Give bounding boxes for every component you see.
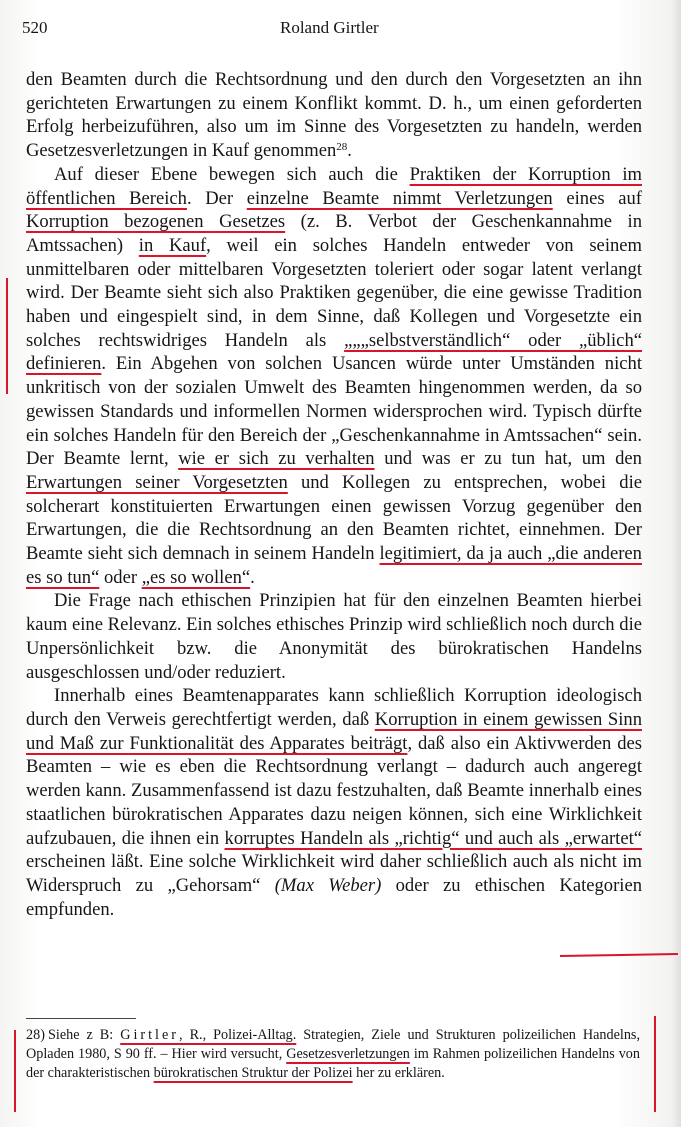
text-run: Strategien, Ziele und Strukturen polizeilichen Handelns, Opladen 1980, S 90 ff. – Hier wird versucht, [26,1027,640,1062]
underlined-highlight: wie er sich zu verhalten [178,448,375,470]
text-run: , weil ein solches Handeln entweder von seinem unmittelbaren oder mittelbaren Vorgesetzten toleriert oder sogar latent verlangt wird. Der Beamte sieht sich also Praktiken gegenüber, die eine gewisse Tradition haben und eingespielt sind, in dem Sinne, daß Kollegen und Vorgesetzte ein solches rechtswidriges Handeln als [26,234,642,351]
italic-text: (Max Weber) [274,874,382,896]
underlined-highlight: Erwartungen seiner Vorgesetzten [26,471,288,493]
footnote-annotation-line-right [654,1016,656,1112]
underlined-highlight: bürokratischen Struktur der Polizei [153,1065,353,1081]
paragraph [26,163,642,590]
text-run: , daß also ein Aktivwerden des Beamten – wie es eben die Rechtsordnung verlangt – dadurch auch angeregt werden kann. Zusammenfassend ist dazu festzuhalten, daß Beamte innerhalb eines staatlichen bürokratischen Apparates dazu neigen können, sich eine Wirklichkeit aufzubauen, die ihnen ein [26,732,642,849]
text-run: oder zu ethischen Kategorien empfunden. [26,874,643,920]
underlined-highlight: einzelne Beamte nimmt Verletzungen [246,187,553,209]
text-run: . Ein Abgehen von solchen Usancen würde unter Umständen nicht unkritisch von der sozialen Umwelt des Beamten hingenommen werden, da so gewissen Standards und informellen Normen widersprochen wird. Typisch dürfte ein solches Handeln für den Bereich der „Geschenkannahme in Amtssachen“ sein. Der Beamte lernt, [26,353,642,470]
underlined-highlight: in Kauf [138,234,207,256]
text-run: den Beamten durch die Rechtsordnung und den durch den Vorgesetzten an ihn gerichteten Erwartungen zu einem Konflikt kommt. D. h., um einen geforderten Erfolg herbeizuführen, also um im Sinne des Vorgesetzten zu handeln, werden Gesetzesverletzungen in Kauf genommen [26,69,642,162]
footnote-annotation-line-left [14,1030,16,1112]
underlined-highlight: „es so wollen“ [141,566,251,588]
footnote-reference: 28 [336,141,348,154]
paragraph [26,589,642,684]
text-run: . [347,140,352,162]
underlined-highlight: Korruption in einem gewissen Sinn und Maß zur Funktionalität des Apparates beiträgt [26,708,642,754]
text-run: Auf dieser Ebene bewegen sich auch die [54,163,410,185]
text-run: Innerhalb eines Beamtenapparates kann schließlich Korruption ideologisch durch den Verweis gerechtfertigt werden, daß [26,685,642,730]
underlined-highlight: Praktiken der Korruption im öffentlichen Bereich [26,163,642,209]
underlined-highlight: , R., Polizei-Alltag. [179,1027,297,1043]
margin-annotation-line [6,278,8,394]
underlined-highlight: korruptes Handeln als „richtig“ und auch als „erwartet“ [224,827,642,849]
underlined-highlight: Korruption bezogenen Gesetzes [26,211,286,233]
text-run: Die Frage nach ethischen Prinzipien hat für den einzelnen Beamten hierbei kaum eine Relevanz. Ein solches ethisches Prinzip wird schließlich noch durch die Unpersönlichkeit bzw. die Anonymität des bürokratischen Handelns ausgeschlossen und/oder reduziert. [26,590,642,683]
footnote-text [26,1027,640,1081]
paragraph [26,68,642,163]
body-text [26,68,642,921]
text-run: im Rahmen polizeilichen Handelns von der charakteristischen [26,1046,640,1081]
footnote-marker: 28) [26,1027,45,1043]
page-fold-shadow [671,0,681,1127]
text-run: und Kollegen zu entsprechen, wobei die solcherart konstituierten Erwartungen einen gewissen Vorzug gegenüber den Erwartungen, die die Rechtsordnung an den Beamten richtet, einnehmen. Der Beamte sieht sich demnach in seinem Handeln [26,471,642,565]
underlined-highlight: „„„selbstverständlich“ oder „üblich“ definieren [26,329,642,375]
text-run: eines auf [552,187,642,209]
text-run: . Der [186,187,247,209]
underlined-highlight: Girtler [120,1027,180,1043]
running-header [22,18,642,44]
text-run: erscheinen läßt. Eine solche Wirklichkeit wird daher schließlich auch als nicht im Widerspruch zu „Gehorsam“ [26,851,642,896]
text-run: und was er zu tun hat, um den [374,448,642,470]
text-run: oder [99,566,142,588]
annotation-end-stroke [560,953,678,957]
text-run: Siehe z B: [48,1027,121,1043]
text-run: (z. B. Verbot der Geschenkannahme in Amtssachen) [26,211,642,256]
paragraph [26,684,642,921]
running-head-author: Roland Girtler [280,18,379,37]
text-run: her zu erklären. [352,1065,445,1081]
footnote [26,1026,640,1083]
footnote-rule [26,1018,136,1019]
underlined-highlight: legitimiert, da ja auch „die anderen es so tun“ [26,543,642,588]
underlined-highlight: Gesetzesverletzungen [286,1046,410,1062]
text-run: . [250,566,255,588]
page-number: 520 [22,18,48,37]
